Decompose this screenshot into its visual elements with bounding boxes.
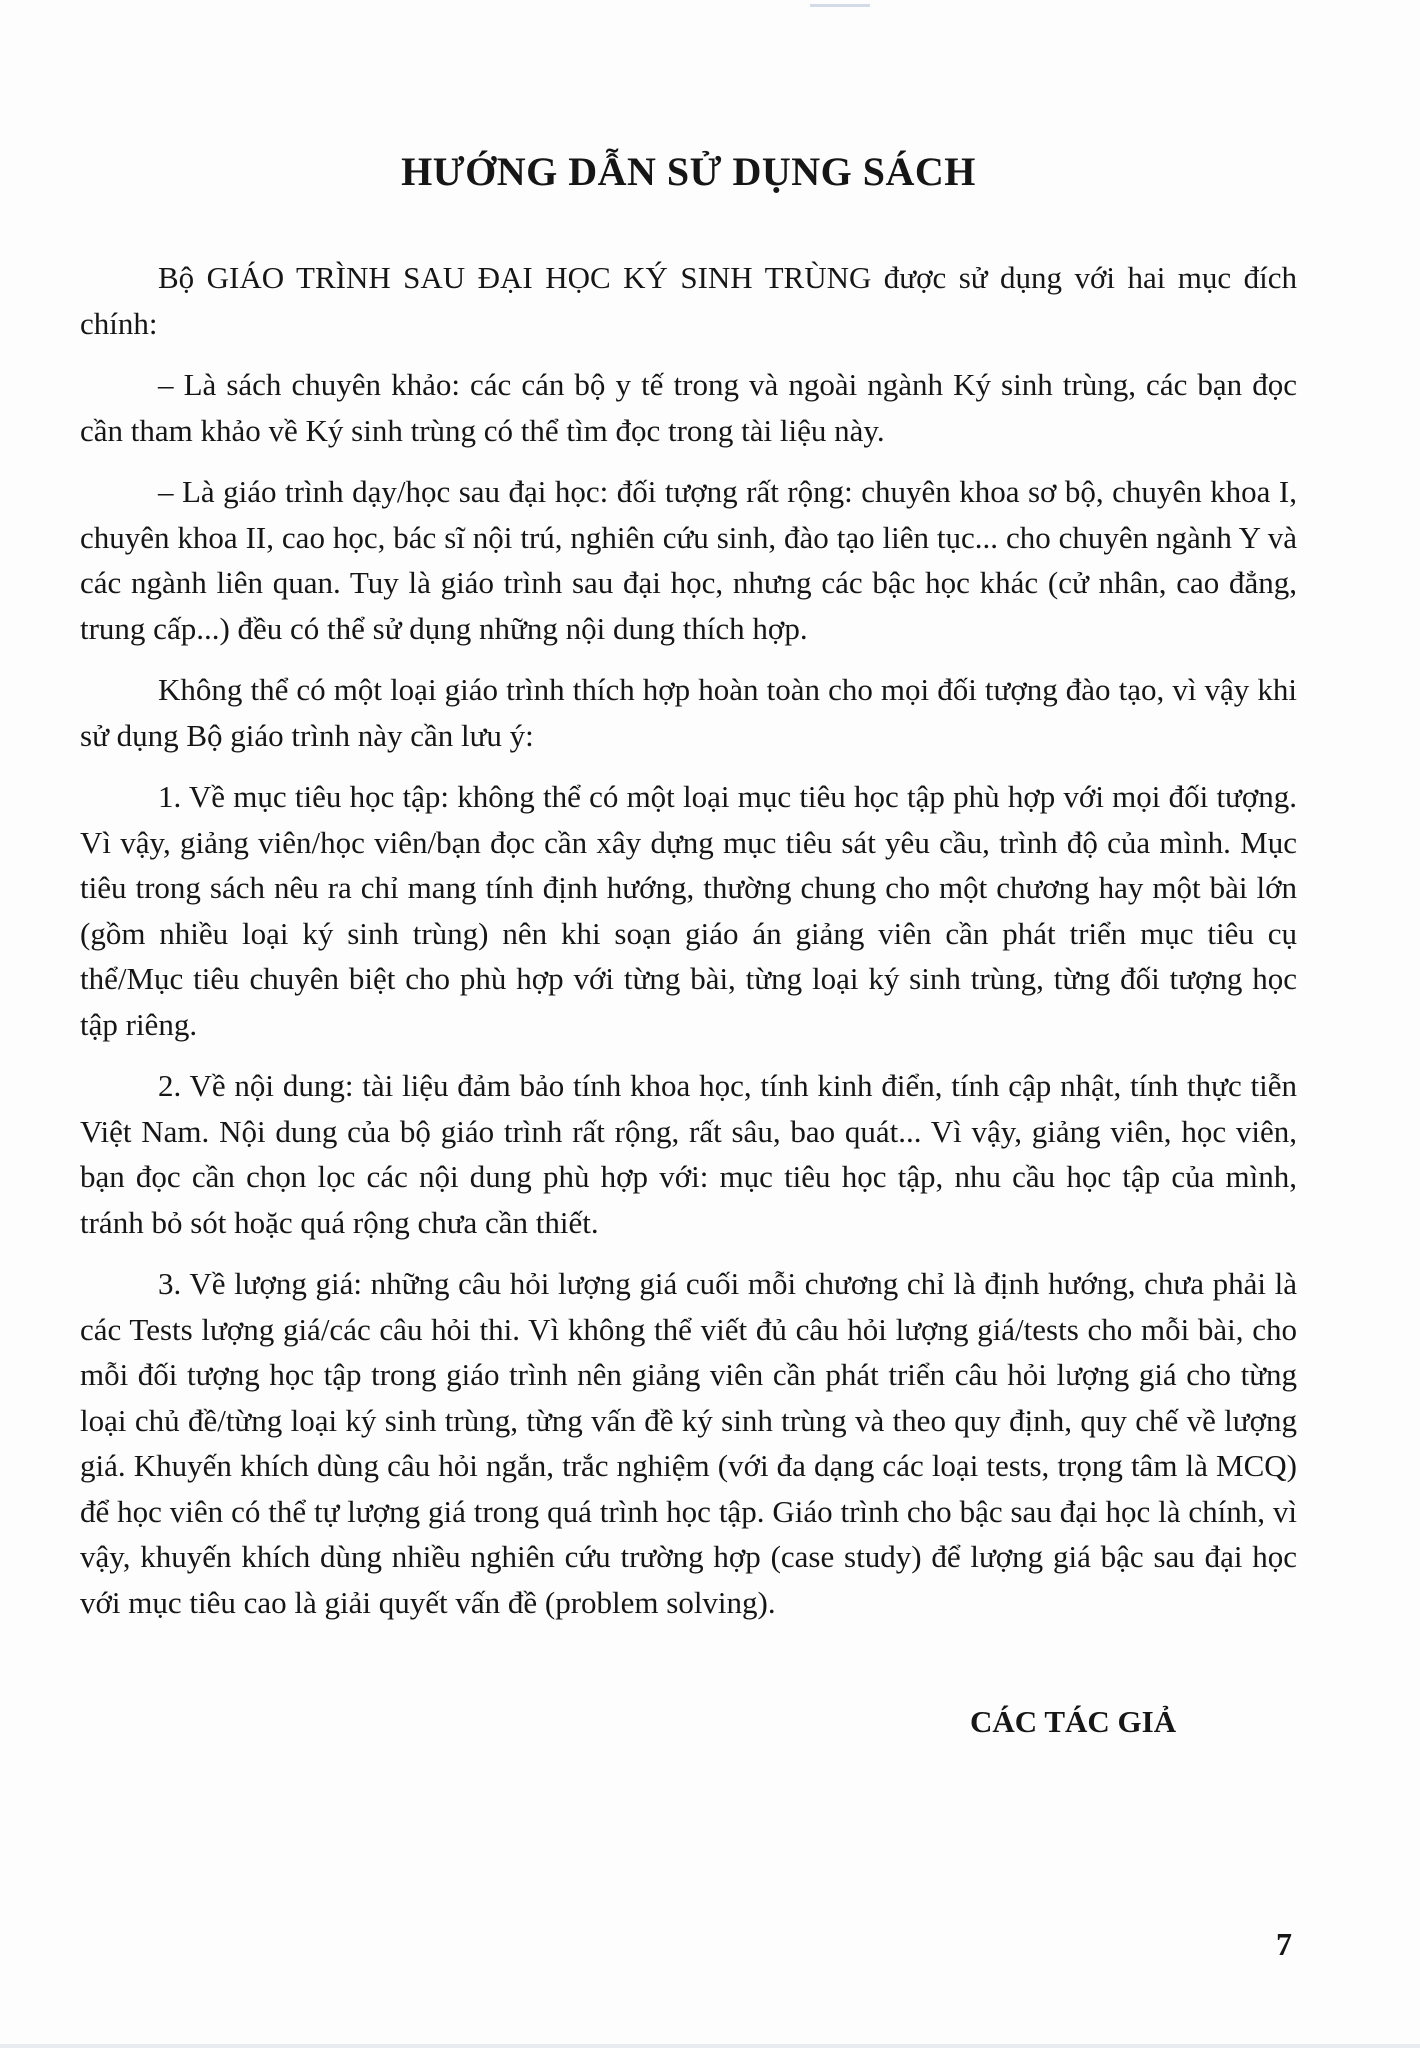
paragraph-purpose-reference: – Là sách chuyên khảo: các cán bộ y tế trong và ngoài ngành Ký sinh trùng, các bạn đọc cần tham khảo về Ký sinh trùng có thể tìm đọc trong tài liệu này. xyxy=(80,367,1297,448)
scan-edge xyxy=(0,2044,1420,2048)
paragraph-objectives: 1. Về mục tiêu học tập: không thể có một loại mục tiêu học tập phù hợp với mọi đối tượng. Vì vậy, giảng viên/học viên/bạn đọc cần xây dựng mục tiêu sát yêu cầu, trình độ của mình. Mục tiêu trong sách nêu ra chỉ mang tính định hướng, thường chung cho một chương hay một bài lớn (gồm nhiều loại ký sinh trùng) nên khi soạn giáo án giảng viên cần phát triển mục tiêu cụ thể/Mục tiêu chuyên biệt cho phù hợp với từng bài, từng loại ký sinh trùng, từng đối tượng học tập riêng. xyxy=(80,779,1297,1042)
paragraph-purpose-textbook: – Là giáo trình dạy/học sau đại học: đối tượng rất rộng: chuyên khoa sơ bộ, chuyên khoa I, chuyên khoa II, cao học, bác sĩ nội trú, nghiên cứu sinh, đào tạo liên tục... cho chuyên ngành Y và các ngành liên quan. Tuy là giáo trình sau đại học, nhưng các bậc học khác (cử nhân, cao đẳng, trung cấp...) đều có thể sử dụng những nội dung thích hợp. xyxy=(80,474,1297,646)
paragraph-usage-notes: Không thể có một loại giáo trình thích hợp hoàn toàn cho mọi đối tượng đào tạo, vì vậy khi sử dụng Bộ giáo trình này cần lưu ý: xyxy=(80,672,1297,753)
body-text xyxy=(80,255,1297,1641)
paragraph-assessment: 3. Về lượng giá: những câu hỏi lượng giá cuối mỗi chương chỉ là định hướng, chưa phải là các Tests lượng giá/các câu hỏi thi. Vì không thể viết đủ câu hỏi lượng giá/tests cho mỗi bài, cho mỗi đối tượng học tập trong giáo trình nên giảng viên cần phát triển câu hỏi lượng giá cho từng loại chủ đề/từng loại ký sinh trùng, từng vấn đề ký sinh trùng và theo quy định, quy chế về lượng giá. Khuyến khích dùng câu hỏi ngắn, trắc nghiệm (với đa dạng các loại tests, trọng tâm là MCQ) để học viên có thể tự lượng giá trong quá trình học tập. Giáo trình cho bậc sau đại học là chính, vì vậy, khuyến khích dùng nhiều nghiên cứu trường hợp (case study) để lượng giá bậc sau đại học với mục tiêu cao là giải quyết vấn đề (problem solving). xyxy=(80,1266,1297,1620)
page-title: HƯỚNG DẪN SỬ DỤNG SÁCH xyxy=(401,149,976,194)
paragraph-content: 2. Về nội dung: tài liệu đảm bảo tính khoa học, tính kinh điển, tính cập nhật, tính thực tiễn Việt Nam. Nội dung của bộ giáo trình rất rộng, rất sâu, bao quát... Vì vậy, giảng viên, học viên, bạn đọc cần chọn lọc các nội dung phù hợp với: mục tiêu học tập, nhu cầu học tập của mình, tránh bỏ sót hoặc quá rộng chưa cần thiết. xyxy=(80,1068,1297,1240)
scan-artifact xyxy=(810,4,870,7)
signature: CÁC TÁC GIẢ xyxy=(970,1704,1177,1739)
page-number: 7 xyxy=(1276,1926,1292,1962)
paragraph-intro: Bộ GIÁO TRÌNH SAU ĐẠI HỌC KÝ SINH TRÙNG được sử dụng với hai mục đích chính: xyxy=(80,260,1297,341)
